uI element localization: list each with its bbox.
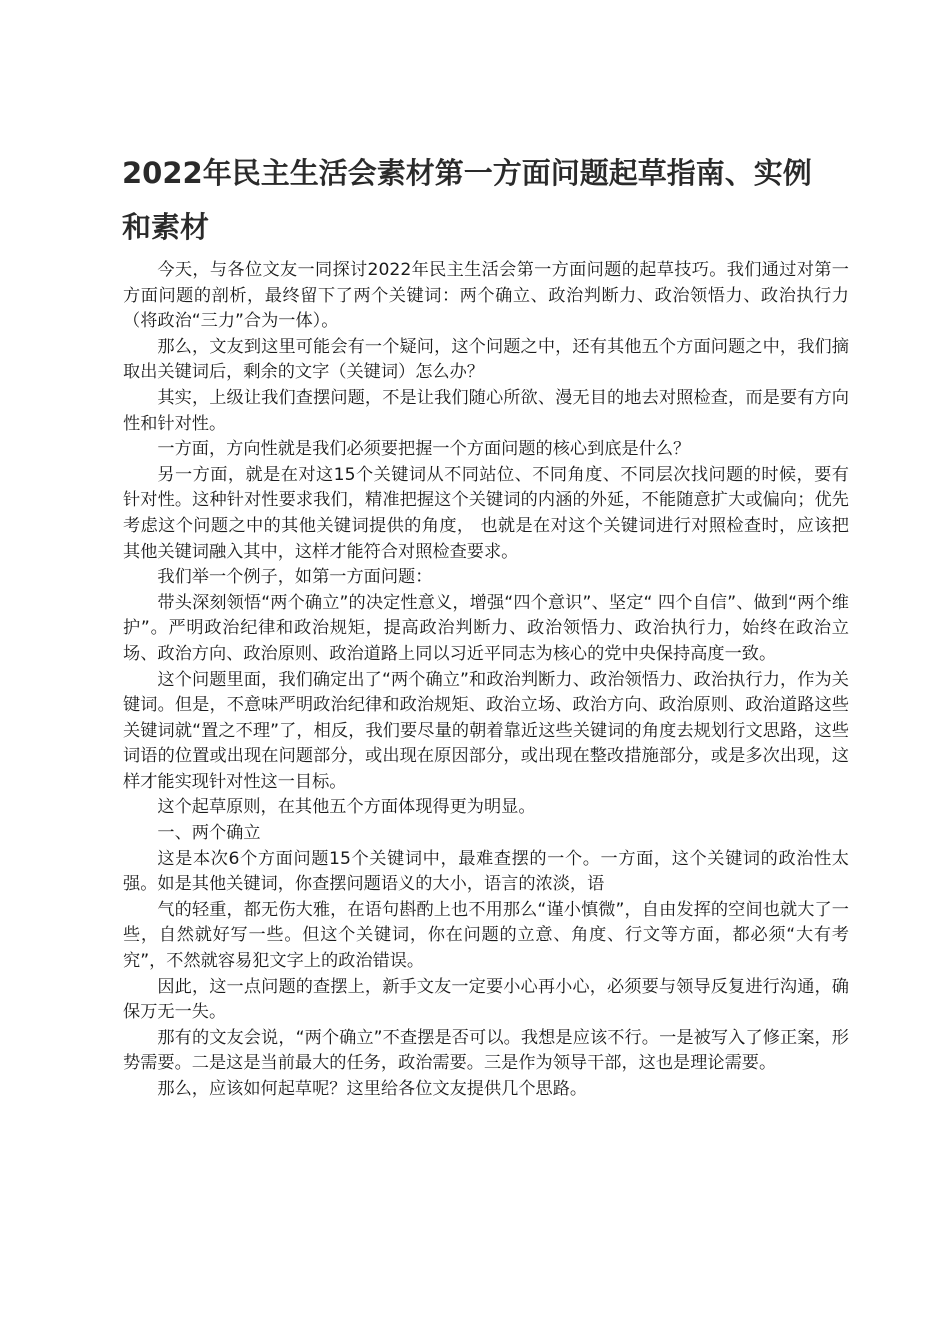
body-paragraph: 气的轻重，都无伤大雅，在语句斟酌上也不用那么“谨小慎微”，自由发挥的空间也就大了一些，自然就好写一些。但这个关键词，你在问题的立意、角度、行文等方面，都必须“大有考究”，不然就容易犯文字上的政治错误。 bbox=[123, 899, 849, 972]
body-paragraph: 今天，与各位文友一同探讨2022年民主生活会第一方面问题的起草技巧。我们通过对第一方面问题的剖析，最终留下了两个关键词：两个确立、政治判断力、政治领悟力、政治执行力（将政治“三力”合为一体）。 bbox=[123, 260, 849, 332]
body-paragraph: 另一方面，就是在对这15个关键词从不同站位、不同角度、不同层次找问题的时候，要有针对性。这种针对性要求我们，精准把握这个关键词的内涵的外延，不能随意扩大或偏向；优先考虑这个问题之中的其他关键词提供的角度， 也就是在对这个关键词进行对照检查时，应该把其他关键词融入其中，这样才能符合对照检查要求。 bbox=[123, 464, 849, 562]
body-paragraph: 一方面，方向性就是我们必须要把握一个方面问题的核心到底是什么？ bbox=[157, 439, 691, 460]
body-paragraph: 这个问题里面，我们确定出了“两个确立”和政治判断力、政治领悟力、政治执行力，作为关键词。但是，不意味严明政治纪律和政治规矩、政治立场、政治方向、政治原则、政治道路这些关键词就“置之不理”了，相反，我们要尽量的朝着靠近这些关键词的角度去规划行文思路，这些词语的位置或出现在问题部分，或出现在原因部分，或出现在整改措施部分，或是多次出现，这样才能实现针对性这一目标。 bbox=[123, 669, 849, 792]
section-heading: 一、两个确立 bbox=[157, 823, 261, 844]
body-paragraph: 因此，这一点问题的查摆上，新手文友一定要小心再小心，必须要与领导反复进行沟通，确保万无一失。 bbox=[123, 976, 849, 1023]
body-paragraph: 其实，上级让我们查摆问题，不是让我们随心所欲、漫无目的地去对照检查，而是要有方向性和针对性。 bbox=[123, 387, 849, 434]
body-paragraph: 我们举一个例子，如第一方面问题： bbox=[157, 567, 433, 588]
document-title: 2022年民主生活会素材第一方面问题起草指南、实例和素材 bbox=[122, 156, 812, 244]
document-body bbox=[123, 258, 849, 1103]
body-paragraph: 带头深刻领悟“两个确立”的决定性意义，增强“四个意识”、坚定“ 四个自信”、做到“两个维护”。严明政治纪律和政治规矩，提高政治判断力、政治领悟力、政治执行力，始终在政治立场、政治方向、政治原则、政治道路上同以习近平同志为核心的党中央保持高度一致。 bbox=[123, 592, 849, 664]
body-paragraph: 这是本次6个方面问题15个关键词中，最难查摆的一个。一方面，这个关键词的政治性太强。如是其他关键词，你查摆问题语义的大小，语言的浓淡，语 bbox=[123, 848, 849, 895]
body-paragraph: 这个起草原则，在其他五个方面体现得更为明显。 bbox=[157, 797, 536, 818]
body-paragraph: 那么，应该如何起草呢？这里给各位文友提供几个思路。 bbox=[157, 1079, 588, 1099]
body-paragraph: 那有的文友会说，“两个确立”不查摆是否可以。我想是应该不行。一是被写入了修正案，形势需要。二是这是当前最大的任务，政治需要。三是作为领导干部，这也是理论需要。 bbox=[123, 1027, 849, 1074]
body-paragraph: 那么，文友到这里可能会有一个疑问，这个问题之中，还有其他五个方面问题之中，我们摘取出关键词后，剩余的文字（关键词）怎么办？ bbox=[123, 336, 849, 383]
